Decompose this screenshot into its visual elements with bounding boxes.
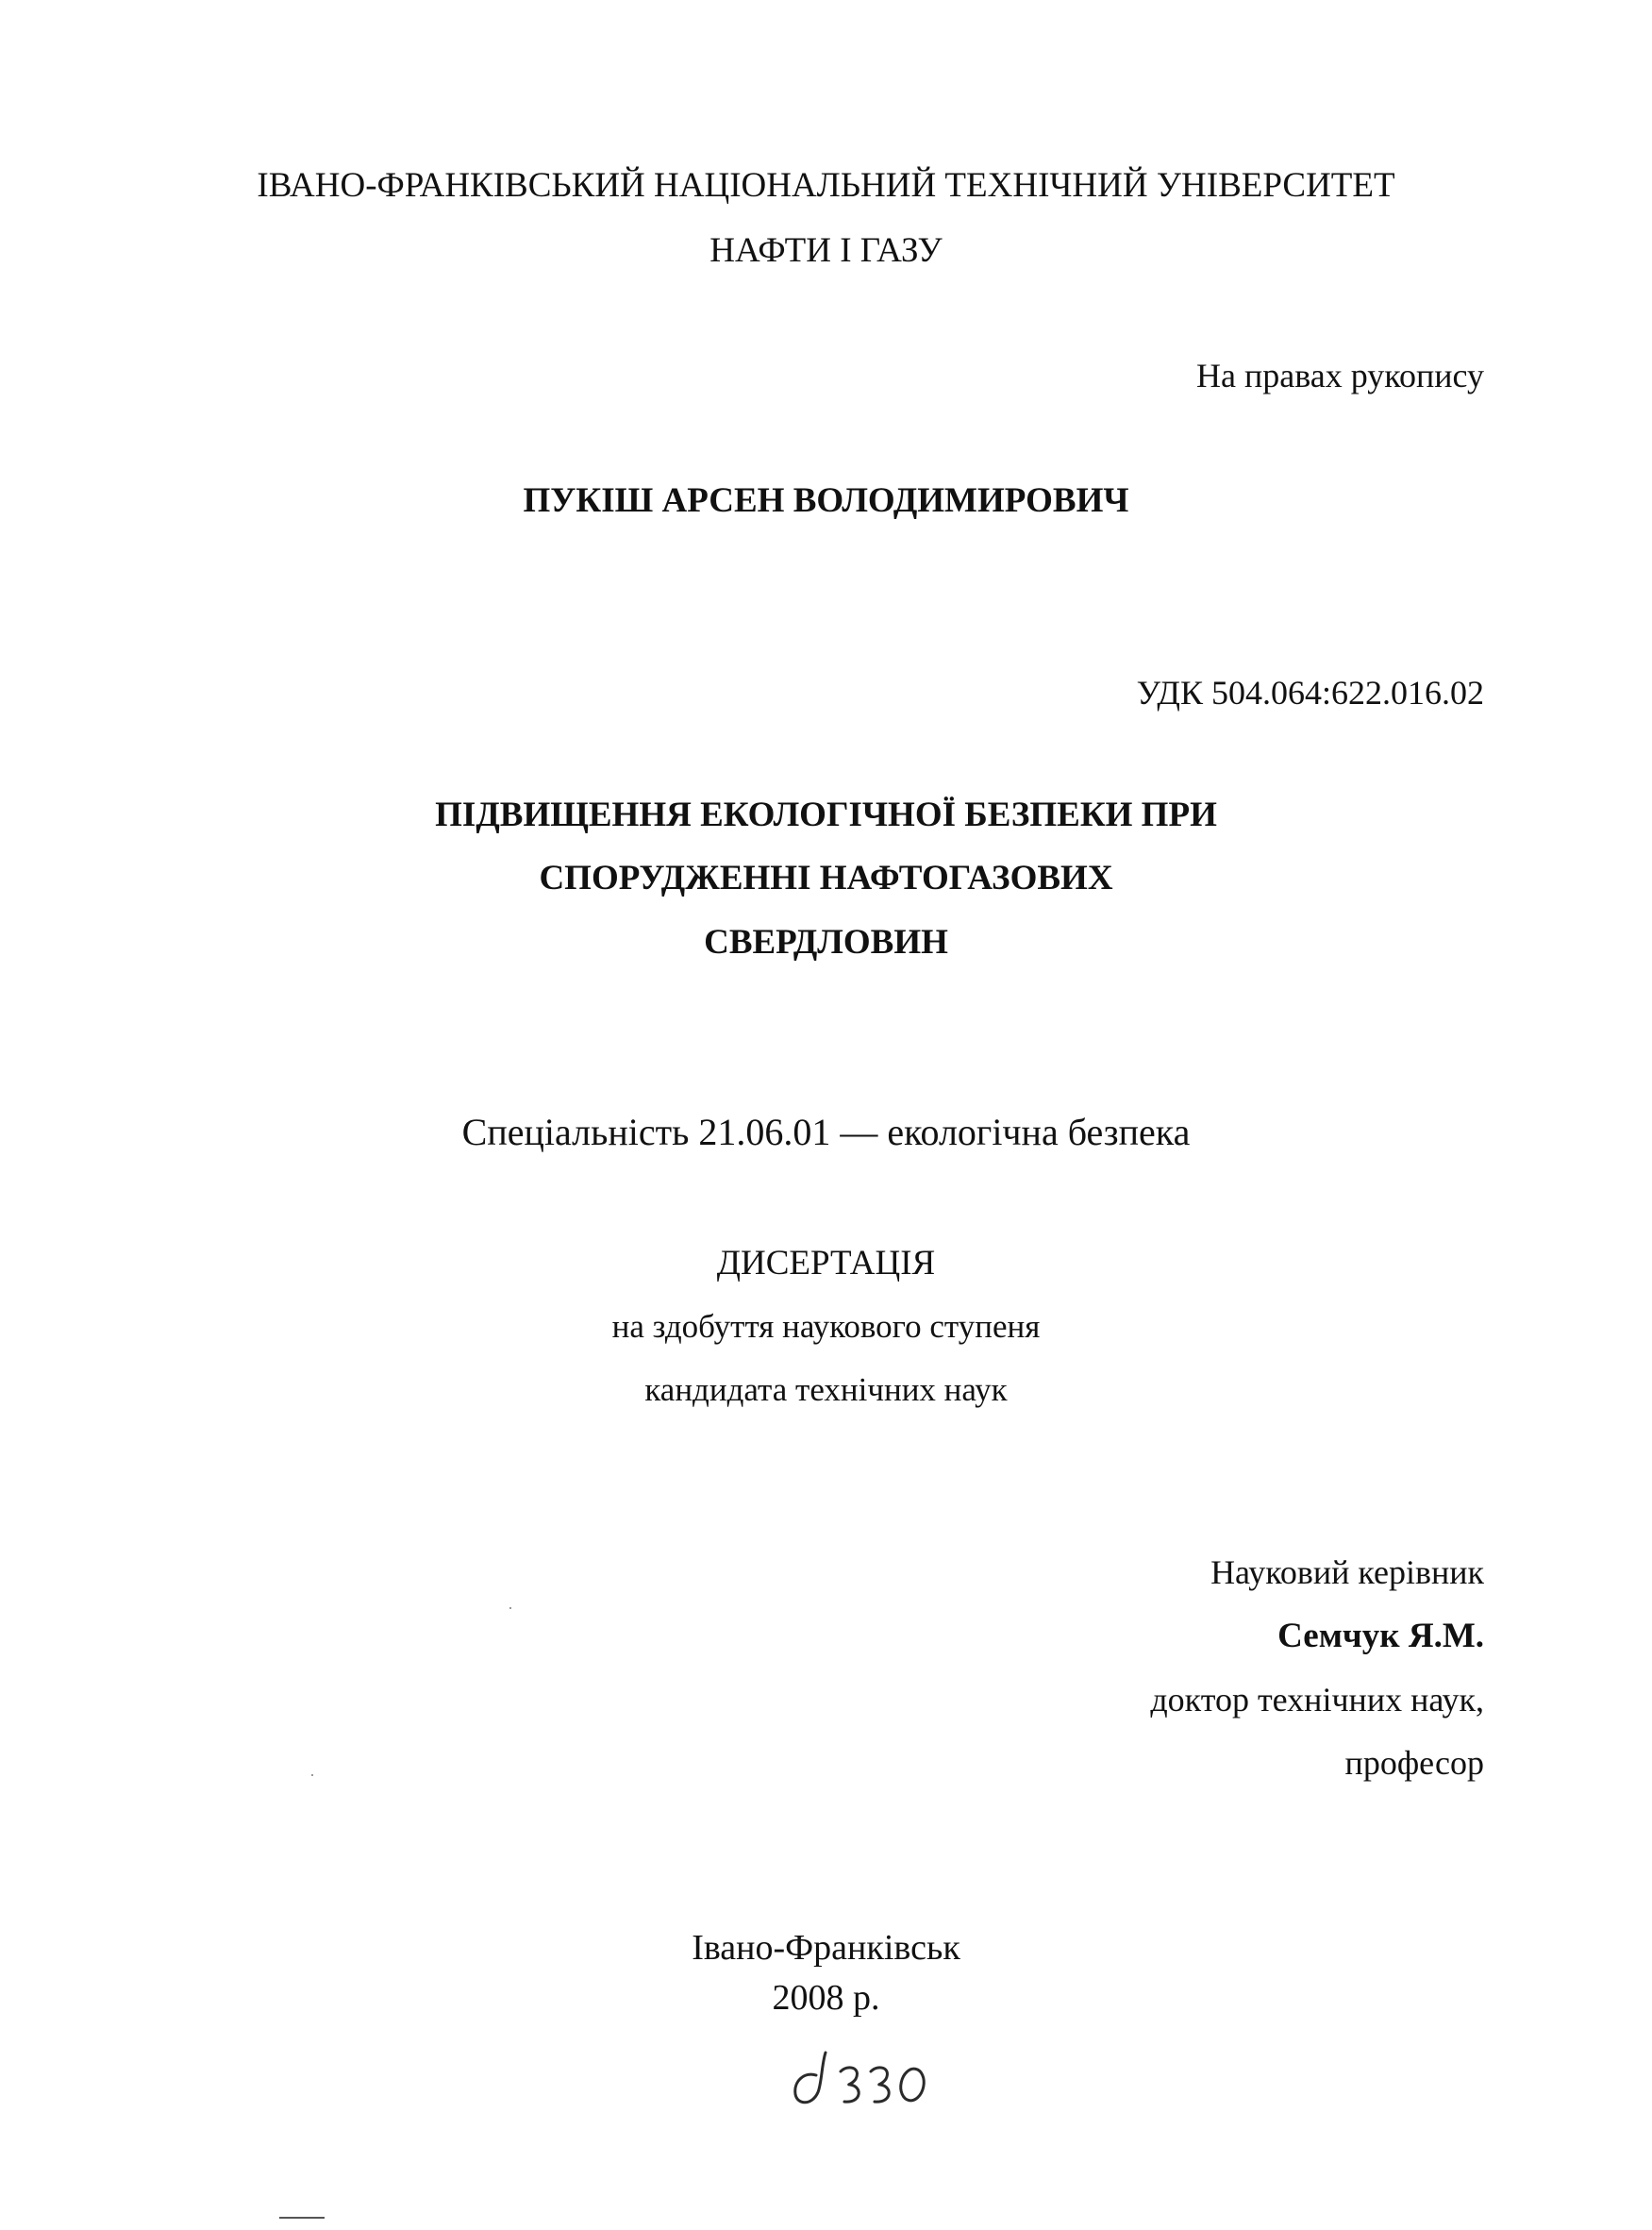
thesis-title-line3: СВЕРДЛОВИН [704,923,948,962]
scan-speck [509,1607,511,1609]
thesis-type: ДИСЕРТАЦІЯ [716,1244,936,1283]
city: Івано-Франківськ [692,1928,960,1968]
manuscript-note: На правах рукопису [1196,357,1484,394]
thesis-purpose-line1: на здобуття наукового ступеня [611,1308,1041,1345]
supervisor-degree: доктор технічних наук, [1150,1681,1484,1719]
university-name-line1: ІВАНО-ФРАНКІВСЬКИЙ НАЦІОНАЛЬНИЙ ТЕХНІЧНИЙ УНІВЕРСИТЕТ [257,166,1395,205]
scan-mark-bottom-left [279,2217,325,2219]
supervisor-name: Семчук Я.М. [1277,1617,1484,1655]
year: 2008 р. [772,1978,880,2018]
university-name-line2: НАФТИ І ГАЗУ [709,231,943,270]
thesis-title-line1: ПІДВИЩЕННЯ ЕКОЛОГІЧНОЇ БЕЗПЕКИ ПРИ [435,796,1217,834]
scan-speck [311,1774,313,1776]
thesis-purpose-line2: кандидата технічних наук [644,1371,1008,1408]
specialty: Спеціальність 21.06.01 — екологічна безпека [461,1111,1191,1153]
author-name: ПУКІШ АРСЕН ВОЛОДИМИРОВИЧ [523,481,1129,520]
supervisor-role: Науковий керівник [1210,1553,1484,1591]
thesis-title-line2: СПОРУДЖЕННІ НАФТОГАЗОВИХ [539,859,1113,897]
supervisor-title: професор [1344,1744,1484,1782]
handwritten-archive-mark [778,2043,929,2119]
udc-code: УДК 504.064:622.016.02 [1136,674,1484,712]
